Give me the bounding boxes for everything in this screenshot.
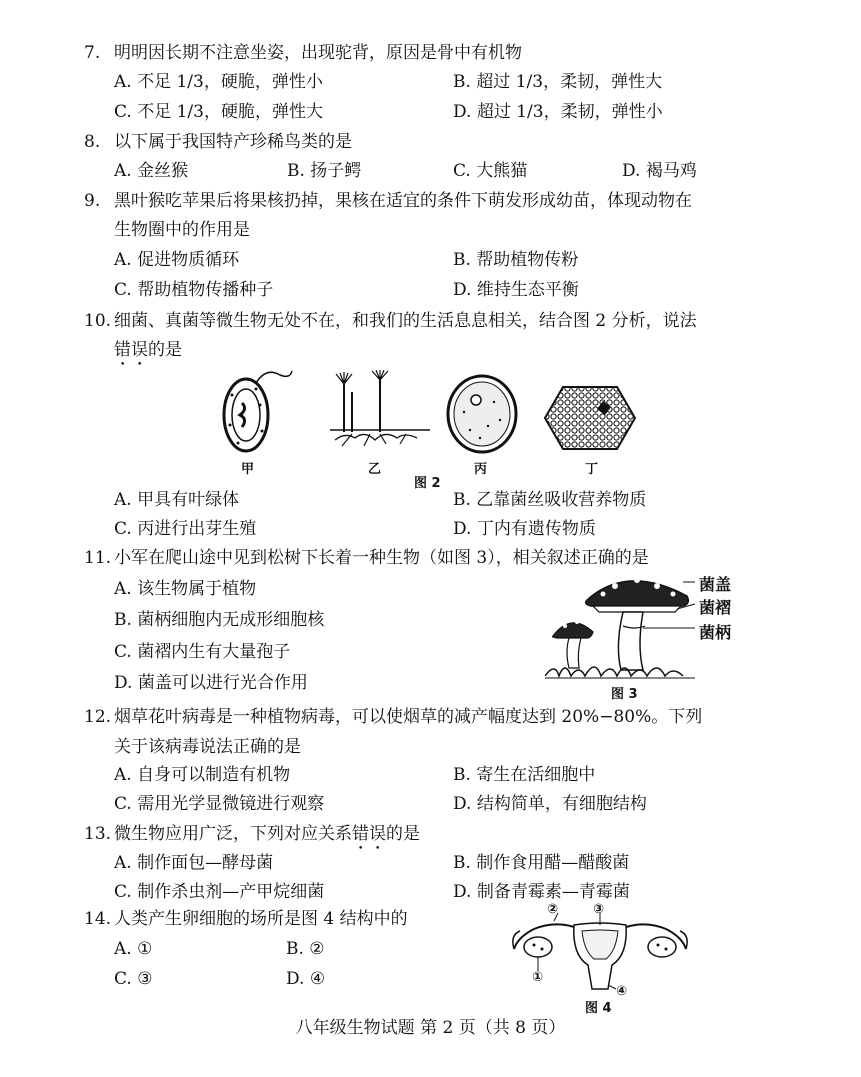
page-footer: 八年级生物试题 第 2 页（共 8 页）: [295, 1018, 566, 1038]
q13-option-c[interactable]: C. 制作杀虫剂—产甲烷细菌: [114, 882, 325, 902]
fig3-label-stipe: 菌柄: [699, 623, 732, 642]
q10-option-b[interactable]: B. 乙靠菌丝吸收营养物质: [453, 490, 647, 510]
fig4-mark-3: ③: [593, 902, 605, 917]
fig2-label-yi: 乙: [368, 462, 382, 477]
q12-option-a[interactable]: A. 自身可以制造有机物: [114, 765, 291, 785]
q13-option-a[interactable]: A. 制作面包—酵母菌: [114, 853, 274, 873]
q7-option-a[interactable]: A. 不足 1/3，硬脆，弹性小: [114, 72, 323, 92]
fig2-label-bing: 丙: [474, 462, 488, 477]
q14-option-d[interactable]: D. ④: [286, 969, 326, 989]
q14-option-c[interactable]: C. ③: [114, 969, 153, 989]
fig4-mark-2: ②: [547, 902, 559, 917]
fig3-caption: 图 3: [611, 687, 638, 702]
fig2-label-ding: 丁: [585, 462, 599, 477]
q9-option-a[interactable]: A. 促进物质循环: [114, 250, 240, 270]
q12-option-b[interactable]: B. 寄生在活细胞中: [453, 765, 596, 785]
q9-stem-cont: 生物圈中的作用是: [114, 220, 250, 240]
q8-option-a[interactable]: A. 金丝猴: [114, 161, 189, 181]
q11-option-b[interactable]: B. 菌柄细胞内无成形细胞核: [114, 610, 325, 630]
fig3-label-gills: 菌褶: [699, 598, 732, 617]
fig3-label-cap: 菌盖: [699, 575, 732, 594]
q7-option-d[interactable]: D. 超过 1/3，柔韧，弹性小: [453, 102, 663, 122]
q8-option-b[interactable]: B. 扬子鳄: [287, 161, 362, 181]
fig4-mark-1: ①: [532, 970, 544, 985]
q13-stem: 13. 微生物应用广泛，下列对应关系错误的是: [84, 824, 420, 844]
q14-option-a[interactable]: A. ①: [114, 939, 153, 959]
q10-option-a[interactable]: A. 甲具有叶绿体: [114, 490, 240, 510]
q8-option-c[interactable]: C. 大熊猫: [453, 161, 528, 181]
q11-stem: 11. 小军在爬山途中见到松树下长着一种生物（如图 3），相关叙述正确的是: [84, 548, 649, 568]
fig2-yeast-illustration: [444, 372, 524, 456]
q9-option-c[interactable]: C. 帮助植物传播种子: [114, 280, 274, 300]
q10-stem: 10. 细菌、真菌等微生物无处不在，和我们的生活息息相关，结合图 2 分析，说法: [84, 311, 697, 331]
fig3-mushroom-illustration: [545, 566, 695, 682]
fig4-caption: 图 4: [585, 1001, 612, 1016]
q8-option-d[interactable]: D. 褐马鸡: [622, 161, 697, 181]
q7-option-c[interactable]: C. 不足 1/3，硬脆，弹性大: [114, 102, 323, 122]
fig2-label-jia: 甲: [241, 462, 255, 477]
q11-option-c[interactable]: C. 菌褶内生有大量孢子: [114, 642, 291, 662]
fig2-caption: 图 2: [414, 476, 441, 491]
q10-emphasis: 错误: [114, 340, 148, 360]
q10-option-d[interactable]: D. 丁内有遗传物质: [453, 519, 596, 539]
q12-option-d[interactable]: D. 结构简单，有细胞结构: [453, 794, 647, 814]
q9-option-b[interactable]: B. 帮助植物传粉: [453, 250, 579, 270]
fig2-bacterium-illustration: [216, 365, 296, 457]
q12-stem-cont: 关于该病毒说法正确的是: [114, 737, 301, 757]
q10-stem-cont: 错误的是: [114, 340, 182, 360]
q12-option-c[interactable]: C. 需用光学显微镜进行观察: [114, 794, 325, 814]
q12-stem: 12. 烟草花叶病毒是一种植物病毒，可以使烟草的减产幅度达到 20%−80%。下列: [84, 707, 703, 727]
fig4-mark-4: ④: [616, 984, 628, 999]
q8-stem: 8. 以下属于我国特产珍稀鸟类的是: [84, 132, 352, 152]
q11-option-a[interactable]: A. 该生物属于植物: [114, 579, 257, 599]
q10-option-c[interactable]: C. 丙进行出芽生殖: [114, 519, 257, 539]
q11-option-d[interactable]: D. 菌盖可以进行光合作用: [114, 673, 308, 693]
q7-option-b[interactable]: B. 超过 1/3，柔韧，弹性大: [453, 72, 663, 92]
q9-stem: 9. 黑叶猴吃苹果后将果核扔掉，果核在适宜的条件下萌发形成幼苗，体现动物在: [84, 191, 692, 211]
q13-emphasis: 错误: [352, 824, 386, 844]
q13-option-d[interactable]: D. 制备青霉素—青霉菌: [453, 882, 630, 902]
q13-option-b[interactable]: B. 制作食用醋—醋酸菌: [453, 853, 630, 873]
q14-stem: 14. 人类产生卵细胞的场所是图 4 结构中的: [84, 909, 408, 929]
fig2-virus-illustration: [543, 385, 637, 451]
fig2-mold-illustration: [330, 370, 430, 450]
q9-option-d[interactable]: D. 维持生态平衡: [453, 280, 579, 300]
q14-option-b[interactable]: B. ②: [286, 939, 325, 959]
q7-stem: 7. 明明因长期不注意坐姿，出现驼背，原因是骨中有机物: [84, 43, 522, 63]
